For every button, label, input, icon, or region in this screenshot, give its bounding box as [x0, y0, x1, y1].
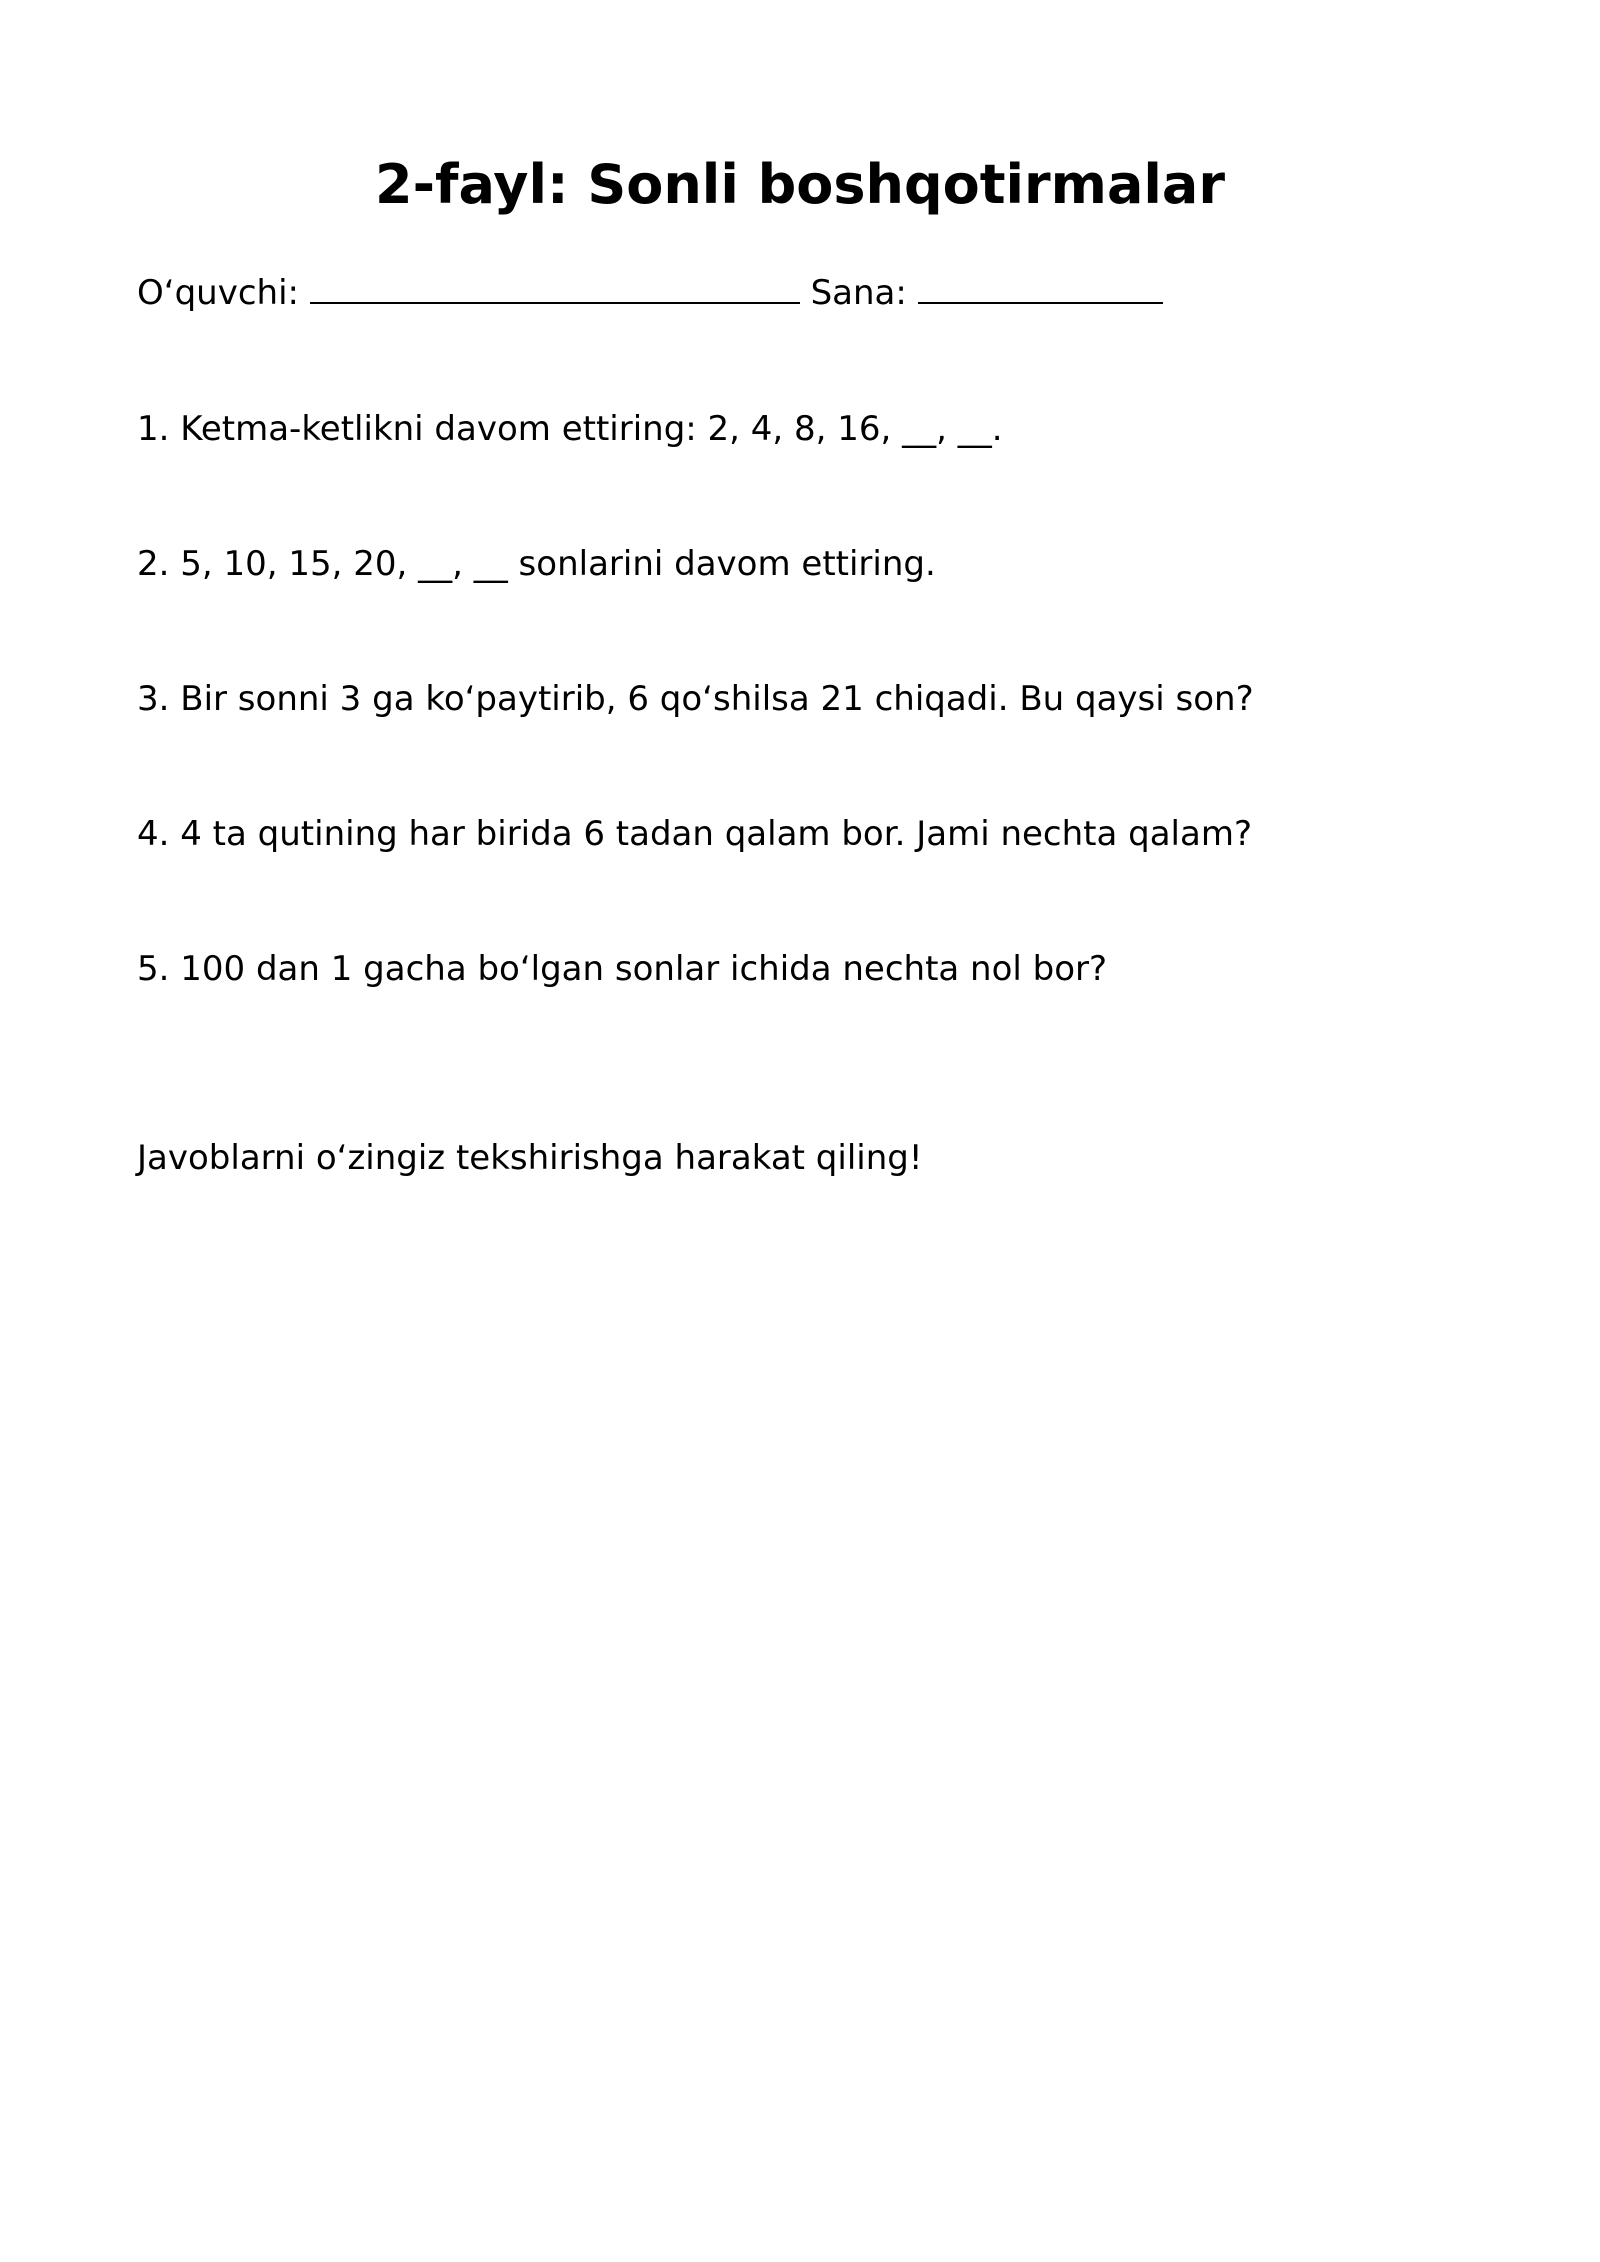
- question-1: 1. Ketma-ketlikni davom ettiring: 2, 4, 8, 16, __, __.: [137, 409, 1003, 449]
- question-2: 2. 5, 10, 15, 20, __, __ sonlarini davom ettiring.: [137, 544, 936, 584]
- footer-note: Javoblarni o‘zingiz tekshirishga harakat qiling!: [137, 1138, 923, 1178]
- student-date-row: [137, 270, 1163, 316]
- student-label: O‘quvchi:: [137, 273, 299, 313]
- question-4: 4. 4 ta qutining har birida 6 tadan qalam bor. Jami nechta qalam?: [137, 814, 1252, 854]
- question-5: 5. 100 dan 1 gacha bo‘lgan sonlar ichida nechta nol bor?: [137, 949, 1108, 989]
- question-3: 3. Bir sonni 3 ga ko‘paytirib, 6 qo‘shilsa 21 chiqadi. Bu qaysi son?: [137, 679, 1254, 719]
- student-name-blank[interactable]: [310, 272, 800, 304]
- page-title: 2-fayl: Sonli boshqotirmalar: [375, 153, 1225, 216]
- date-label: Sana:: [810, 273, 907, 313]
- date-blank[interactable]: [918, 272, 1163, 304]
